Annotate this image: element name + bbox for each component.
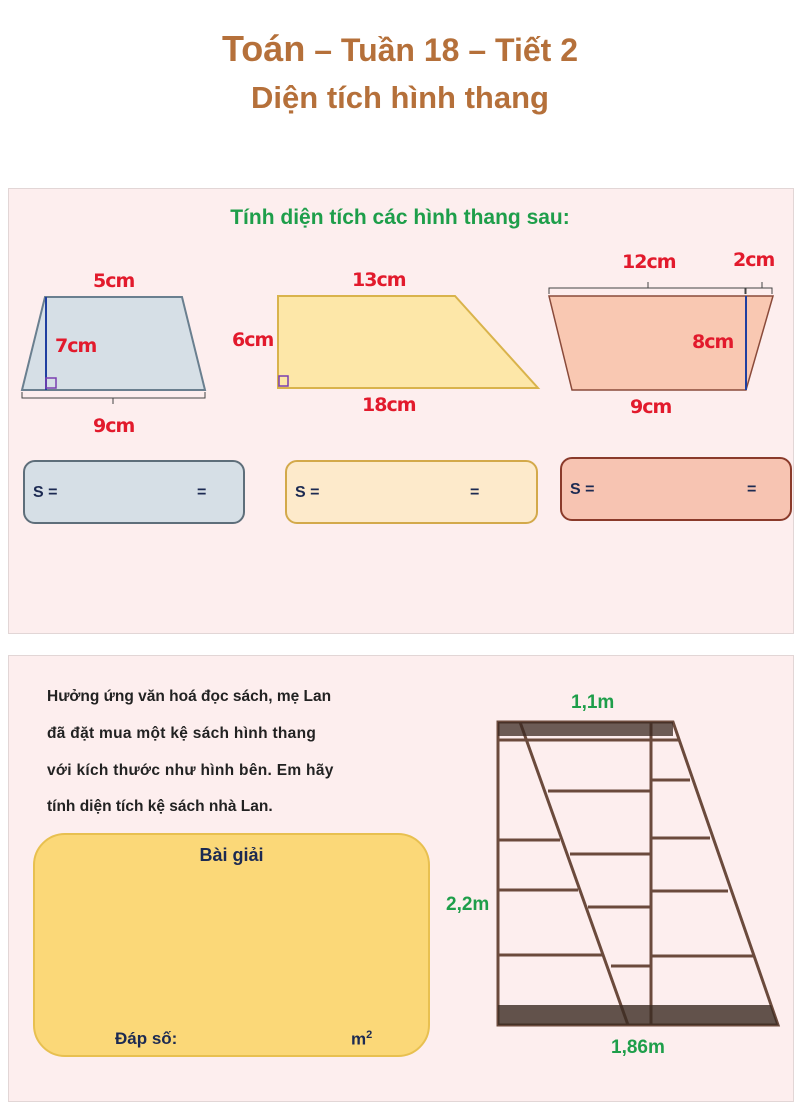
answer-unit: $m^2$ xyxy=(351,1029,373,1049)
title-subject: Toán xyxy=(221,28,306,69)
shape2-bottom-label: 18cm xyxy=(362,394,416,416)
shape2-top-label: 13cm xyxy=(352,269,406,291)
solution-title: Bài giải xyxy=(199,845,264,865)
problem-line: với kích thước như hình bên. Em hãy xyxy=(47,762,334,779)
shape1-top-label: 5cm xyxy=(93,270,135,292)
shelf-top-label: 1,1m xyxy=(571,692,615,713)
answer-label: S = xyxy=(570,481,595,498)
exercise1-instruction: Tính diện tích các hình thang sau: xyxy=(230,206,570,229)
shape3-bottom-label: 9cm xyxy=(630,396,672,418)
problem-line: Hưởng ứng văn hoá đọc sách, mẹ Lan xyxy=(47,688,332,705)
page-subtitle: Diện tích hình thang xyxy=(251,80,549,115)
answer-label: Đáp số: xyxy=(115,1029,178,1048)
problem-line: tính diện tích kệ sách nhà Lan. xyxy=(47,798,273,815)
shape2-height-label: 6cm xyxy=(232,329,274,351)
problem-line: đã đặt mua một kệ sách hình thang xyxy=(47,725,317,742)
shape3-extra-label: 2cm xyxy=(733,249,775,271)
shape3-top-label: 12cm xyxy=(622,251,676,273)
answer-equals: = xyxy=(747,481,757,498)
shelf-height-label: 2,2m xyxy=(446,894,490,915)
shape3-height-label: 8cm xyxy=(692,331,734,353)
shelf-bottom-label: 1,86m xyxy=(611,1037,665,1058)
answer-equals: = xyxy=(470,484,480,501)
answer-label: S = xyxy=(295,484,320,501)
answer-equals: = xyxy=(197,484,207,501)
title-week: – Tuần 18 – Tiết 2 xyxy=(305,32,579,68)
shape1-bottom-label: 9cm xyxy=(93,415,135,437)
answer-label: S = xyxy=(33,484,58,501)
shape1-height-label: 7cm xyxy=(55,335,97,357)
